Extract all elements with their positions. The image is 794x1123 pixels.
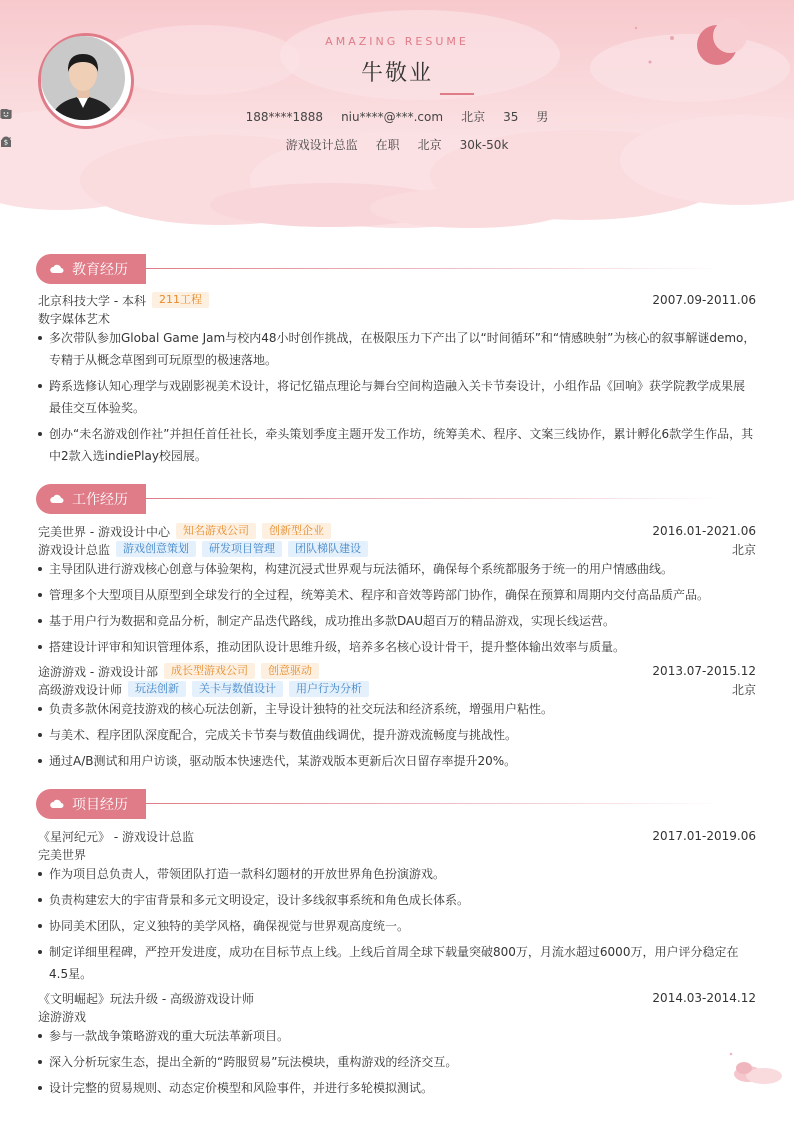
section-divider <box>146 803 721 804</box>
school-tag: 211工程 <box>152 292 209 308</box>
company-tag: 知名游戏公司 <box>176 523 256 539</box>
role-tag: 游戏创意策划 <box>116 541 196 557</box>
projects-title: 项目经历 <box>72 797 128 813</box>
job-date: 2016.01-2021.06 <box>652 524 756 538</box>
project-bullet: 参与一款战争策略游戏的重大玩法革新项目。 <box>38 1025 756 1047</box>
phone-item <box>246 108 323 125</box>
education-section-header <box>36 254 726 284</box>
project-date: 2014.03-2014.12 <box>652 991 756 1005</box>
project-bullet: 负责构建宏大的宇宙背景和多元文明设定，设计多线叙事系统和角色成长体系。 <box>38 889 756 911</box>
job-bullet: 基于用户行为数据和竞品分析，制定产品迭代路线，成功推出多款DAU超百万的精品游戏，实现长线运营。 <box>38 610 756 632</box>
education-bullet: 创办“未名游戏创作社”并担任首任社长，牵头策划季度主题开发工作坊，统筹美术、程序、文案三线协作，累计孵化6款学生作品，其中2款入选indiePlay校园展。 <box>38 423 756 467</box>
job-role-row <box>38 540 756 558</box>
project-header-row <box>38 989 756 1007</box>
project-name: 《文明崛起》玩法升级 - 高级游戏设计师 <box>38 991 254 1006</box>
education-date: 2007.09-2011.06 <box>652 293 756 307</box>
projects-section-header <box>36 789 726 819</box>
job-intent-row <box>0 136 794 153</box>
work-section-header <box>36 484 726 514</box>
cloud-icon <box>50 264 64 274</box>
age-text: 35 <box>503 109 519 124</box>
header-banner <box>0 0 794 232</box>
project-bullet: 设计完整的贸易规则、动态定价模型和风险事件，并进行多轮模拟测试。 <box>38 1077 756 1099</box>
phone-text: 188****1888 <box>245 109 324 124</box>
role-tag: 玩法创新 <box>128 681 186 697</box>
money-icon <box>0 136 12 148</box>
job-bullet: 与美术、程序团队深度配合，完成关卡节奏与数值曲线调优，提升游戏流畅度与挑战性。 <box>38 724 756 746</box>
target-job-text: 游戏设计总监 <box>285 138 358 152</box>
company-tag: 成长型游戏公司 <box>164 663 255 679</box>
project-company-row <box>38 1007 756 1025</box>
project-company: 途游游戏 <box>38 1009 87 1024</box>
status-item <box>376 136 400 153</box>
job-bullet: 通过A/B测试和用户访谈，驱动版本快速迭代，某游戏版本更新后次日留存率提升20%。 <box>38 750 756 772</box>
location-item <box>418 136 442 153</box>
cloud-icon <box>50 494 64 504</box>
education-title-pill <box>36 254 146 284</box>
status-text: 在职 <box>375 138 400 152</box>
job-date: 2013.07-2015.12 <box>652 664 756 678</box>
candidate-name: 牛敬业 <box>360 61 433 86</box>
company-tag: 创新型企业 <box>262 523 331 539</box>
decorative-cloud-icon <box>726 1050 786 1086</box>
projects-title-pill <box>36 789 146 819</box>
gender-text: 男 <box>536 110 549 124</box>
gender-item <box>536 108 548 125</box>
job-bullet: 主导团队进行游戏核心创意与体验架构，构建沉浸式世界观与玩法循环，确保每个系统都服务于统一的用户情感曲线。 <box>38 558 756 580</box>
job-bullet: 负责多款休闲竞技游戏的核心玩法创新，主导设计独特的社交玩法和经济系统，增强用户粘性。 <box>38 698 756 720</box>
section-divider <box>146 268 721 269</box>
project-bullet: 作为项目总负责人，带领团队打造一款科幻题材的开放世界角色扮演游戏。 <box>38 863 756 885</box>
education-major-row <box>38 309 756 327</box>
section-divider <box>146 498 721 499</box>
svg-text:$: $ <box>3 138 9 147</box>
resume-tagline: AMAZING RESUME <box>325 35 469 48</box>
target-job-item <box>286 136 358 153</box>
school-name: 北京科技大学 - 本科 <box>38 293 146 308</box>
contact-row <box>0 108 794 125</box>
major: 数字媒体艺术 <box>38 311 111 326</box>
role-tag: 研发项目管理 <box>202 541 282 557</box>
project-bullet: 制定详细里程碑，严控开发进度，成功在目标节点上线。上线后首周全球下载量突破800万，月流水超过6000万，用户评分稳定在4.5星。 <box>38 941 756 985</box>
smile-icon <box>0 108 12 120</box>
job-role: 高级游戏设计师 <box>38 682 123 697</box>
job-bullet: 搭建设计评审和知识管理体系，推动团队设计思维升级，培养多名核心设计骨干，提升整体输出效率与质量。 <box>38 636 756 658</box>
project-header-row <box>38 827 756 845</box>
education-title: 教育经历 <box>72 262 128 278</box>
project-date: 2017.01-2019.06 <box>652 829 756 843</box>
work-title: 工作经历 <box>72 492 128 508</box>
cloud-icon <box>50 799 64 809</box>
company-name: 途游游戏 - 游戏设计部 <box>38 664 158 679</box>
job-header-row <box>38 522 756 540</box>
education-header-row <box>38 291 756 309</box>
project-bullet: 深入分析玩家生态，提出全新的“跨服贸易”玩法模块，重构游戏的经济交互。 <box>38 1051 756 1073</box>
company-name: 完美世界 - 游戏设计中心 <box>38 524 170 539</box>
project-company-row <box>38 845 756 863</box>
role-tag: 关卡与数值设计 <box>192 681 283 697</box>
project-company: 完美世界 <box>38 847 87 862</box>
job-city: 北京 <box>731 542 756 557</box>
hometown-text: 北京 <box>461 110 486 124</box>
project-bullet: 协同美术团队，定义独特的美学风格，确保视觉与世界观高度统一。 <box>38 915 756 937</box>
job-city: 北京 <box>731 682 756 697</box>
project-name: 《星河纪元》 - 游戏设计总监 <box>38 829 194 844</box>
work-title-pill <box>36 484 146 514</box>
role-tag: 用户行为分析 <box>289 681 369 697</box>
name-underline <box>440 93 474 95</box>
email-item <box>341 108 443 125</box>
job-header-row <box>38 662 756 680</box>
role-tag: 团队梯队建设 <box>288 541 368 557</box>
job-role: 游戏设计总监 <box>38 542 111 557</box>
salary-text: 30k-50k <box>459 137 509 152</box>
job-role-row <box>38 680 756 698</box>
email-text: niu****@***.com <box>341 109 444 124</box>
job-bullet: 管理多个大型项目从原型到全球发行的全过程，统筹美术、程序和音效等跨部门协作，确保在预算和周期内交付高品质产品。 <box>38 584 756 606</box>
education-bullet: 多次带队参加Global Game Jam与校内48小时创作挑战，在极限压力下产出了以“时间循环”和“情感映射”为核心的叙事解谜demo，专精于从概念草图到可玩原型的极速落地。 <box>38 327 756 371</box>
education-bullet: 跨系选修认知心理学与戏剧影视美术设计，将记忆锚点理论与舞台空间构造融入关卡节奏设计，小组作品《回响》获学院教学成果展最佳交互体验奖。 <box>38 375 756 419</box>
age-item <box>503 108 518 125</box>
company-tag: 创意驱动 <box>261 663 319 679</box>
hometown-item <box>461 108 485 125</box>
location-text: 北京 <box>417 138 442 152</box>
